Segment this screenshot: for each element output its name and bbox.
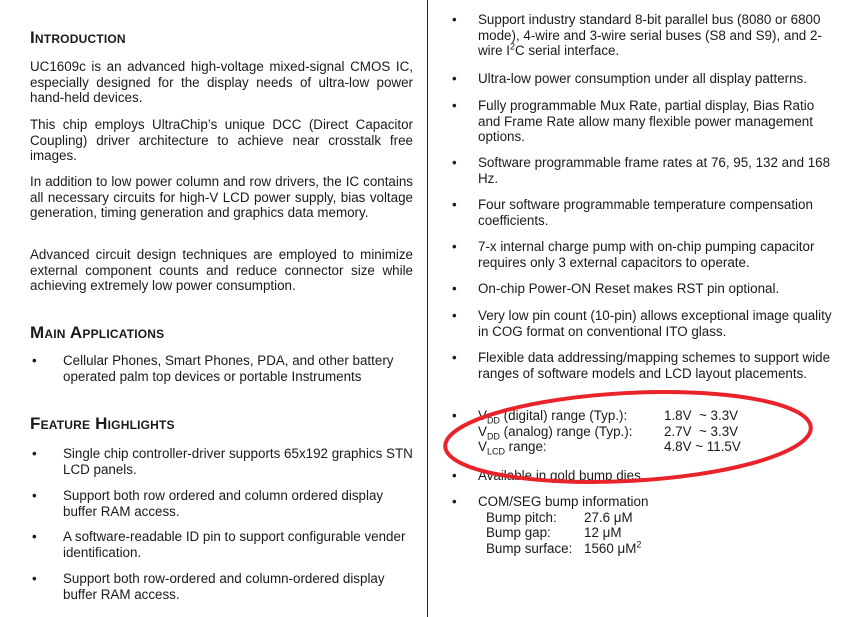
features-heading: Feature Highlights	[30, 414, 175, 433]
bullet-dot: •	[32, 353, 37, 368]
bullet-dot: •	[452, 494, 457, 509]
bullet-dot: •	[32, 488, 37, 503]
bullet-dot: •	[452, 12, 457, 27]
bump-row: Bump surface: 1560 $\mu M^2$	[486, 539, 642, 556]
bullet-dot: •	[452, 308, 457, 323]
intro-paragraph-3: In addition to low power column and row drivers, the IC contains all necessary circuits for high-V LCD power supply, bias voltage generation, timing generation and graphics data memory.	[30, 174, 413, 221]
bullet-dot: •	[452, 98, 457, 113]
voltage-row: $V_{DD}$ (digital) range (Typ.): 1.8V ~ 3.3V	[478, 408, 739, 426]
bullet-dot: •	[452, 408, 457, 423]
column-divider	[427, 0, 428, 617]
bullet-dot: •	[452, 468, 457, 483]
bullet-dot: •	[452, 155, 457, 170]
intro-heading: Introduction	[30, 28, 126, 47]
bump-row: Bump pitch: 27.6 μM	[486, 509, 633, 525]
intro-paragraph-4: Advanced circuit design techniques are employed to minimize external component counts and reduce connector size while achieving extremely low power consumption.	[30, 247, 413, 294]
bullet-dot: •	[32, 571, 37, 586]
bullet-dot: •	[452, 350, 457, 365]
bullet-dot: •	[32, 529, 37, 544]
bump-row: Bump gap: 12 μM	[486, 525, 622, 541]
intro-paragraph-2: This chip employs UltraChip’s unique DCC (Direct Capacitor Coupling) driver architecture to achieve near crosstalk free images.	[30, 117, 413, 164]
bullet-dot: •	[452, 281, 457, 296]
bullet-dot: •	[32, 446, 37, 461]
bullet-dot: •	[452, 239, 457, 254]
voltage-row: $V_{LCD}$ range: 4.8V ~ 11.5V	[478, 439, 741, 457]
applications-heading: Main Applications	[30, 323, 165, 342]
bullet-dot: •	[452, 71, 457, 86]
bullet-dot: •	[452, 197, 457, 212]
bump-info-title: COM/SEG bump information	[478, 494, 649, 509]
voltage-row: $V_{DD}$ (analog) range (Typ.): 2.7V ~ 3.3V	[478, 423, 739, 442]
intro-paragraph-1: UC1609c is an advanced high-voltage mixed-signal CMOS IC, especially designed for the display needs of ultra-low power hand-held devices.	[30, 59, 413, 106]
